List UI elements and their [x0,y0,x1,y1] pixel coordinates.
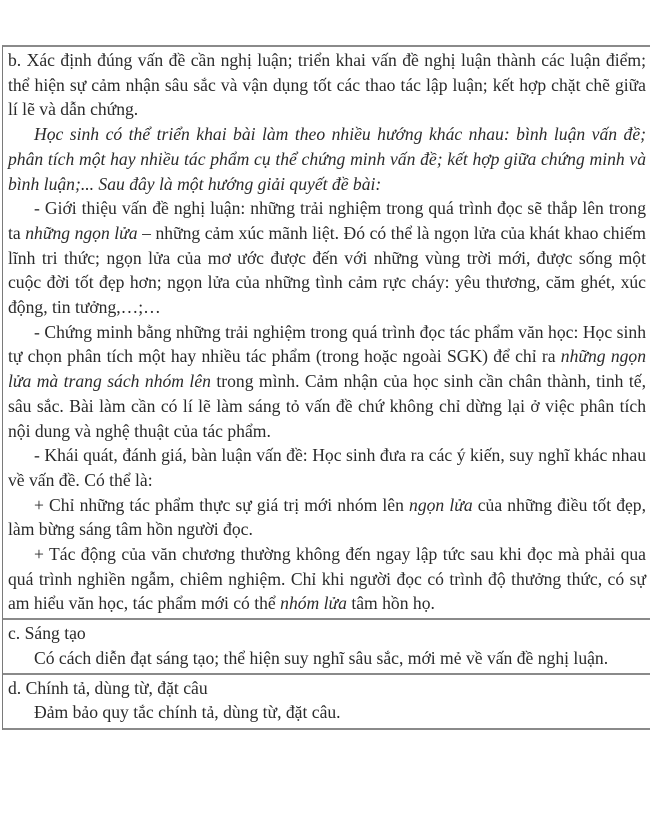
section-d-heading: d. Chính tả, dùng từ, đặt câu [8,677,208,698]
point1-italic: những ngọn lửa [25,222,138,243]
section-b-cell [3,47,650,620]
section-c-body: Có cách diễn đạt sáng tạo; thể hiện suy nghĩ sâu sắc, mới mẻ về vấn đề nghị luận. [34,647,609,668]
sub2-text: + Tác động của văn chương thường không đến ngay lập tức sau khi đọc mà phải qua quá trình nghiền ngẫm, chiêm nghiệm. Chỉ khi người đọc có trình độ thưởng thức, có sự am hiểu văn học, tác phẩm mới có thể [8,544,646,614]
point-generalize-evaluate: - Khái quát, đánh giá, bàn luận vấn đề: Học sinh đưa ra các ý kiến, suy nghĩ khác nhau về vấn đề. Có thể là: [8,445,646,490]
sub-point-literature-impact [8,542,646,616]
point-introduce-issue [8,196,646,320]
section-d-cell [3,675,650,730]
section-b-heading: b. Xác định đúng vấn đề cần nghị luận; triển khai vấn đề nghị luận thành các luận điểm; thể hiện sự cảm nhận sâu sắc và vận dụng tốt các thao tác lập luận; kết hợp chặt chẽ giữa lí lẽ và dẫn chứng. [8,50,646,120]
point2-text-after: trong mình. Cảm nhận của học sinh cần chân thành, tinh tế, sâu sắc. Bài làm cần có lí lẽ làm sáng tỏ vấn đề chứ không chỉ dừng lại ở việc phân tích nội dung và nghệ thuật của tác phẩm. [8,371,646,441]
sub-point-valuable-works [8,493,646,542]
sub1-text: + Chỉ những tác phẩm thực sự giá trị mới nhóm lên [34,494,410,515]
sub1-italic: ngọn lửa [409,494,473,515]
point1-text: - Giới thiệu vấn đề nghị luận: những trải nghiệm trong quá trình đọc sẽ thắp lên trong ta [8,198,646,243]
point2-italic: những ngọn lửa mà trang sách nhóm lên [8,346,647,392]
point2-text: - Chứng minh bằng những trải nghiệm trong quá trình đọc tác phẩm văn học: Học sinh tự chọn phân tích một hay nhiều tác phẩm (trong hoặc ngoài SGK) để chỉ ra [8,321,646,367]
sub2-text-after: tâm hồn họ. [346,593,435,614]
sub1-text-after: của những điều tốt đẹp, làm bừng sáng tâm hồn người đọc. [8,494,647,540]
section-c-heading: c. Sáng tạo [8,623,86,644]
section-d-body: Đảm bảo quy tắc chính tả, dùng từ, đặt câu. [34,702,341,723]
point1-text-after: – những cảm xúc mãnh liệt. Đó có thể là ngọn lửa của khát khao chiếm lĩnh tri thức; ngọn lửa của mơ ước được đến với những vùng trời mới, được sống một cuộc đời tốt đẹp hơn; ngọn lửa của những tình cảm rực cháy: yêu thương, căm ghét, xúc động, tin tưởng,…;… [8,222,646,318]
sub2-italic: nhóm lửa [280,593,347,614]
grading-rubric-table [2,45,650,730]
section-b-intro: Học sinh có thể triển khai bài làm theo nhiều hướng khác nhau: bình luận vấn đề; phân tích một hay nhiều tác phẩm cụ thể chứng minh vấn đề; kết hợp giữa chứng minh và bình luận;... Sau đây là một hướng giải quyết đề bài: [8,124,646,194]
section-c-cell [3,620,650,674]
point-prove-experiences [8,320,646,444]
